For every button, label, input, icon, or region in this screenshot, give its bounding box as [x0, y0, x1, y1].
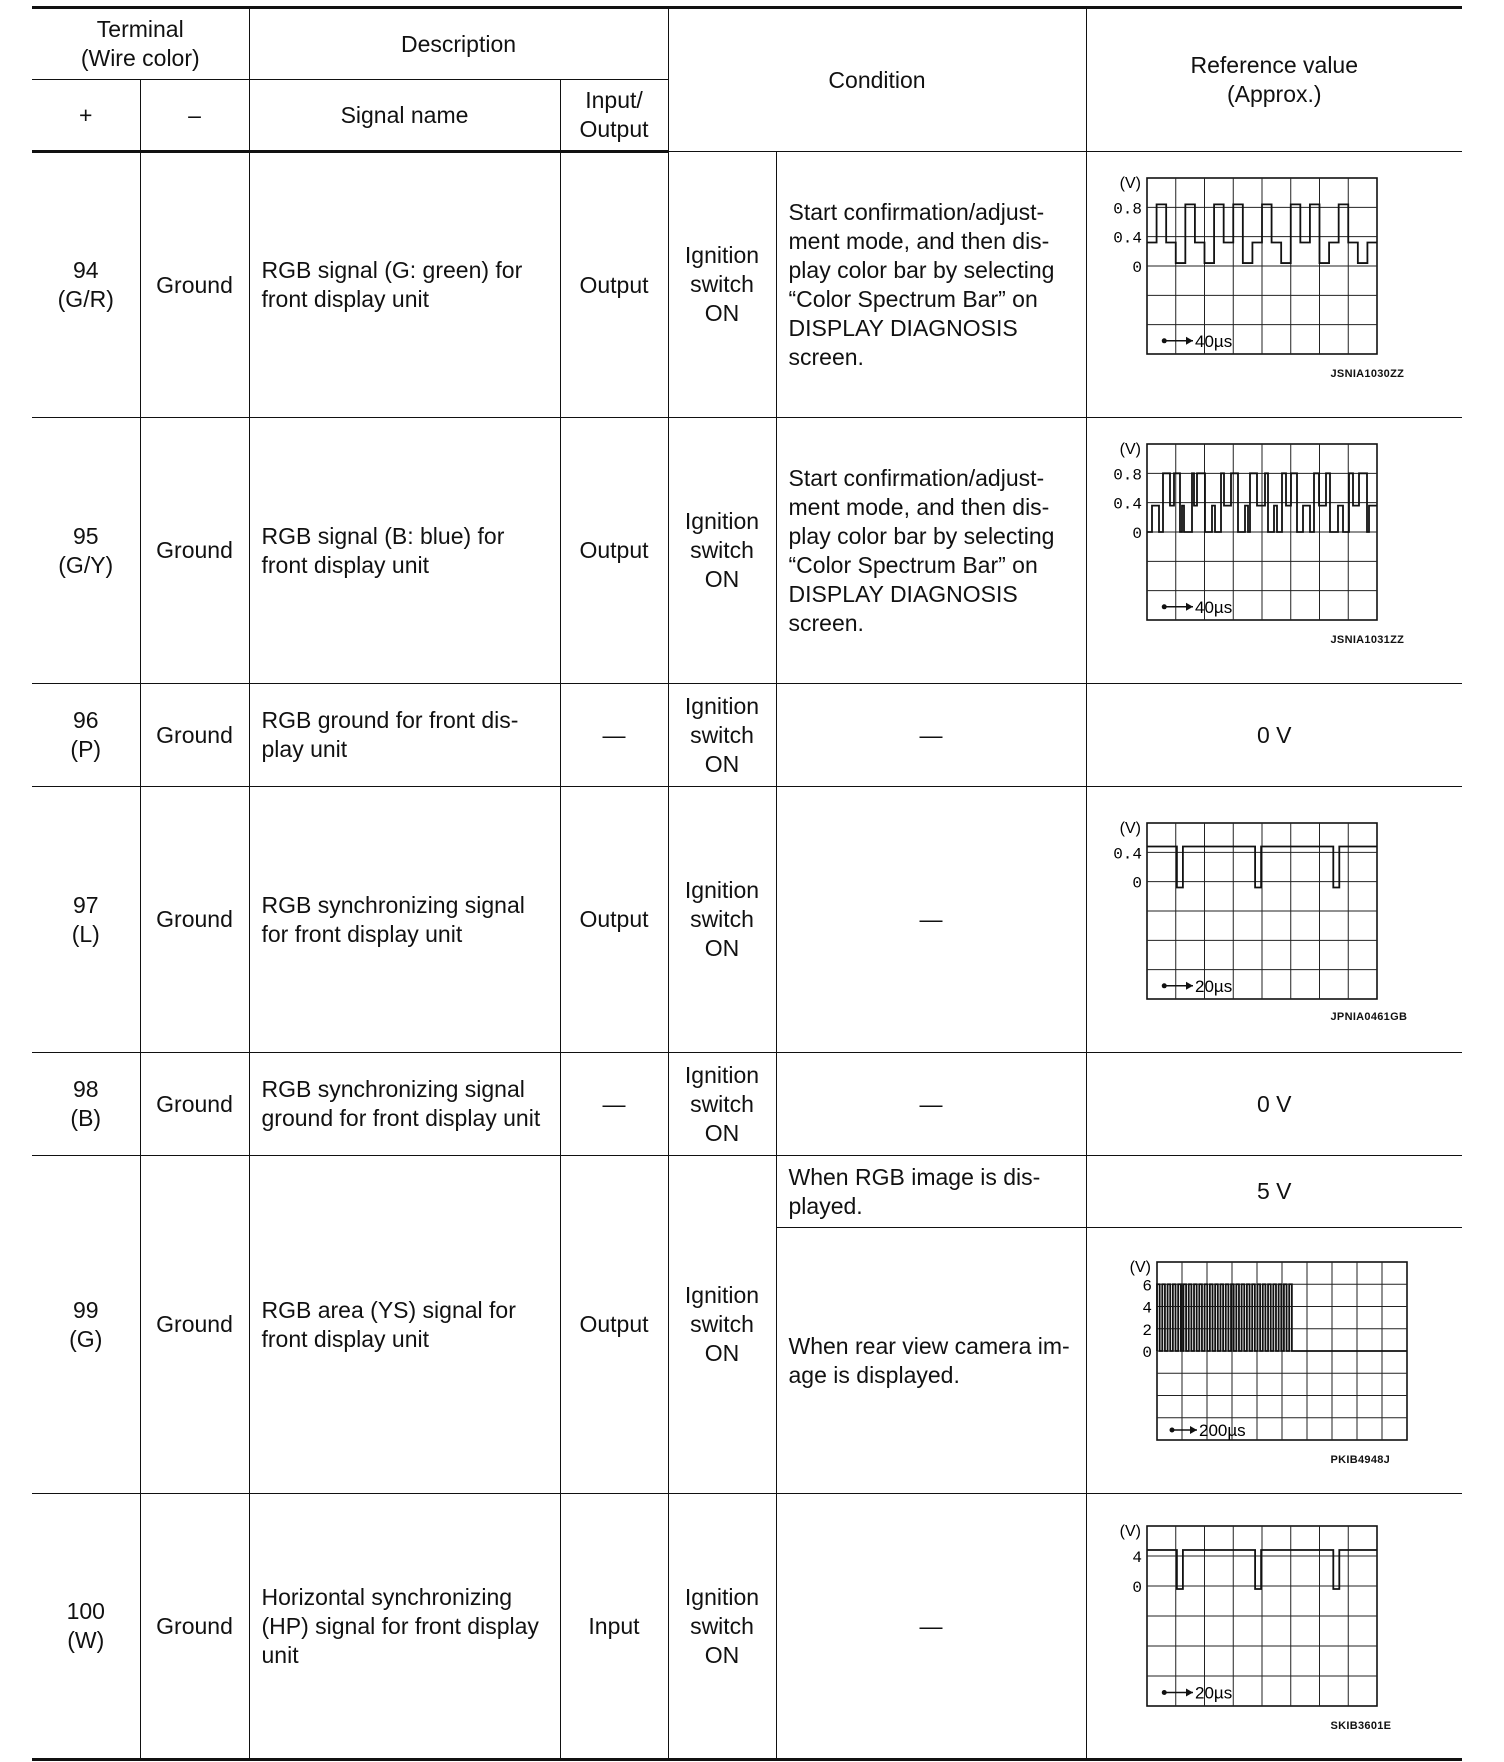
signal-name-cell: RGB signal (G: green) for front display unit: [249, 152, 560, 418]
on-word: ON: [704, 566, 740, 592]
terminal-cell: [32, 1053, 140, 1156]
terminal-cell: [32, 152, 140, 418]
tick-label: 2: [1141, 1321, 1152, 1340]
tick-label: 4: [1131, 1549, 1142, 1567]
table-row: [32, 684, 1462, 787]
ground-cell: Ground: [140, 1156, 249, 1494]
wire-color: (G/R): [57, 286, 114, 312]
terminal-cell: [32, 418, 140, 684]
oscilloscope-waveform: [1107, 172, 1397, 362]
terminal-number: 95: [72, 522, 99, 549]
tick-label: 6: [1141, 1277, 1152, 1296]
terminal-reference-table: [32, 6, 1462, 1761]
io-cell: Output: [560, 152, 668, 418]
ignition-cell: [668, 684, 776, 787]
terminal-number: 96: [72, 707, 99, 733]
ignition-word: Ignition: [684, 692, 760, 719]
tick-label: 0: [1131, 259, 1142, 277]
approx-label: (Approx.): [1226, 81, 1322, 107]
ignition-cell: [668, 1494, 776, 1760]
timebase-label: 40µs: [1194, 597, 1232, 617]
condition-cell: When rear view camera im-age is displayed.: [776, 1228, 1086, 1494]
reference-value-header: [1086, 8, 1462, 152]
terminal-number: 99: [72, 1296, 99, 1323]
wire-color: (W): [67, 1627, 105, 1653]
on-word: ON: [704, 1119, 740, 1146]
oscilloscope-waveform: [1107, 817, 1397, 1007]
signal-name-cell: Horizontal synchronizing (HP) signal for front display unit: [249, 1494, 560, 1760]
wire-color-label: (Wire color): [80, 45, 200, 71]
io-cell: —: [560, 1053, 668, 1156]
ground-cell: Ground: [140, 1053, 249, 1156]
unit-label: (V): [1119, 441, 1141, 458]
figure-id: JSNIA1031ZZ: [1330, 634, 1405, 646]
figure-id: SKIB3601E: [1330, 1720, 1392, 1732]
unit-label: (V): [1119, 175, 1141, 192]
tick-label: 0.8: [1112, 200, 1142, 219]
table-row: [32, 418, 1462, 684]
wire-color: (G/Y): [58, 551, 114, 578]
table-row: [32, 787, 1462, 1053]
tick-label: 0.8: [1112, 466, 1142, 485]
reference-value-cell: [1086, 152, 1462, 418]
ground-cell: Ground: [140, 152, 249, 418]
terminal-cell: [32, 1156, 140, 1494]
ignition-cell: [668, 1156, 776, 1494]
wire-color: (P): [70, 736, 102, 762]
terminal-label: Terminal: [96, 16, 184, 42]
timebase-arrow: [1190, 1426, 1197, 1434]
condition-cell: —: [776, 1494, 1086, 1760]
condition-header: Condition: [668, 8, 1086, 152]
reference-value-cell: [1086, 418, 1462, 684]
timebase-label: 40µs: [1194, 331, 1232, 351]
on-word: ON: [704, 935, 740, 961]
ignition-word: Ignition: [684, 1583, 760, 1610]
wire-color: (L): [71, 920, 100, 947]
terminal-number: 97: [72, 891, 99, 918]
timebase-arrow: [1186, 1689, 1193, 1697]
switch-word: switch: [690, 537, 754, 563]
switch-word: switch: [690, 1612, 754, 1639]
io-cell: Output: [560, 787, 668, 1053]
timebase-marker-dot: [1161, 983, 1166, 988]
timebase-marker-dot: [1169, 1427, 1174, 1432]
ground-cell: Ground: [140, 1494, 249, 1760]
io-cell: —: [560, 684, 668, 787]
ignition-cell: [668, 1053, 776, 1156]
timebase-marker-dot: [1161, 338, 1166, 343]
wire-color: (G): [69, 1325, 103, 1352]
timebase-label: 200µs: [1198, 1420, 1246, 1440]
ignition-word: Ignition: [684, 508, 760, 534]
terminal-cell: [32, 787, 140, 1053]
reference-value-cell: [1086, 787, 1462, 1053]
input-output-header: [560, 80, 668, 152]
signal-name-cell: RGB area (YS) signal for front display unit: [249, 1156, 560, 1494]
oscilloscope-waveform: [1107, 1520, 1397, 1714]
timebase-label: 20µs: [1194, 1683, 1232, 1703]
plus-header: +: [32, 80, 140, 152]
signal-trace: [1157, 1284, 1407, 1351]
reference-value-label: Reference value: [1190, 52, 1359, 78]
minus-header: –: [140, 80, 249, 152]
tick-label: 0: [1131, 525, 1142, 543]
wire-color: (B): [70, 1105, 102, 1131]
header-row-1: [32, 8, 1462, 80]
terminal-number: 94: [72, 257, 99, 283]
figure-id: PKIB4948J: [1330, 1454, 1391, 1466]
condition-cell: Start confirmation/adjust-ment mode, and then dis-play color bar by selecting “Color Spectrum Bar” on DISPLAY DIAGNOSIS screen.: [776, 152, 1086, 418]
tick-label: 0.4: [1112, 495, 1142, 514]
timebase-arrow: [1186, 982, 1193, 990]
unit-label: (V): [1119, 1523, 1141, 1540]
io-label-line2: Output: [579, 116, 649, 142]
condition-cell: —: [776, 684, 1086, 787]
reference-value-cell: 0 V: [1086, 1053, 1462, 1156]
table-row: [32, 1053, 1462, 1156]
unit-label: (V): [1129, 1259, 1151, 1276]
ground-cell: Ground: [140, 787, 249, 1053]
ground-cell: Ground: [140, 418, 249, 684]
signal-name-cell: RGB signal (B: blue) for front display unit: [249, 418, 560, 684]
tick-label: 4: [1141, 1299, 1152, 1318]
reference-value-cell: 5 V: [1086, 1156, 1462, 1228]
signal-name-cell: RGB synchronizing signal ground for front display unit: [249, 1053, 560, 1156]
reference-value-cell: [1086, 1494, 1462, 1760]
signal-name-cell: RGB synchronizing signal for front display unit: [249, 787, 560, 1053]
reference-value-cell: [1086, 1228, 1462, 1494]
condition-cell: —: [776, 1053, 1086, 1156]
table-row: [32, 1156, 1462, 1228]
ground-cell: Ground: [140, 684, 249, 787]
tick-label: 0.4: [1112, 229, 1142, 248]
io-cell: Output: [560, 1156, 668, 1494]
timebase-marker-dot: [1161, 1690, 1166, 1695]
condition-cell: When RGB image is dis-played.: [776, 1156, 1086, 1228]
terminal-cell: [32, 1494, 140, 1760]
on-word: ON: [704, 1641, 740, 1668]
on-word: ON: [704, 750, 740, 777]
reference-value-cell: 0 V: [1086, 684, 1462, 787]
io-cell: Output: [560, 418, 668, 684]
oscilloscope-waveform: [1117, 1256, 1427, 1448]
switch-word: switch: [690, 1311, 754, 1337]
switch-word: switch: [690, 721, 754, 748]
figure-id: JPNIA0461GB: [1330, 1011, 1408, 1023]
timebase-arrow: [1186, 603, 1193, 611]
timebase-label: 20µs: [1194, 976, 1232, 996]
terminal-cell: [32, 684, 140, 787]
switch-word: switch: [690, 906, 754, 932]
table-row: [32, 1494, 1462, 1760]
oscilloscope-waveform: [1107, 438, 1397, 628]
signal-name-header: Signal name: [249, 80, 560, 152]
ignition-word: Ignition: [684, 877, 760, 903]
ignition-word: Ignition: [684, 1061, 760, 1088]
description-header: Description: [249, 8, 668, 80]
tick-label: 0: [1141, 1344, 1152, 1362]
ignition-cell: [668, 152, 776, 418]
unit-label: (V): [1119, 820, 1141, 837]
condition-cell: —: [776, 787, 1086, 1053]
tick-label: 0.4: [1112, 845, 1142, 864]
terminal-header: [32, 8, 249, 80]
terminal-number: 98: [72, 1076, 99, 1102]
ignition-word: Ignition: [684, 1282, 760, 1308]
on-word: ON: [704, 1340, 740, 1366]
on-word: ON: [704, 300, 740, 326]
signal-name-cell: RGB ground for front dis-play unit: [249, 684, 560, 787]
condition-cell: Start confirmation/adjust-ment mode, and then dis-play color bar by selecting “Color Spectrum Bar” on DISPLAY DIAGNOSIS screen.: [776, 418, 1086, 684]
ignition-cell: [668, 787, 776, 1053]
switch-word: switch: [690, 271, 754, 297]
tick-label: 0: [1131, 874, 1142, 893]
timebase-arrow: [1186, 337, 1193, 345]
figure-id: JSNIA1030ZZ: [1330, 368, 1405, 380]
io-cell: Input: [560, 1494, 668, 1760]
tick-label: 0: [1131, 1579, 1142, 1597]
ignition-word: Ignition: [684, 242, 760, 268]
terminal-number: 100: [66, 1598, 105, 1624]
timebase-marker-dot: [1161, 604, 1166, 609]
table-row: [32, 152, 1462, 418]
io-label-line1: Input/: [585, 87, 643, 113]
switch-word: switch: [690, 1090, 754, 1117]
ignition-cell: [668, 418, 776, 684]
